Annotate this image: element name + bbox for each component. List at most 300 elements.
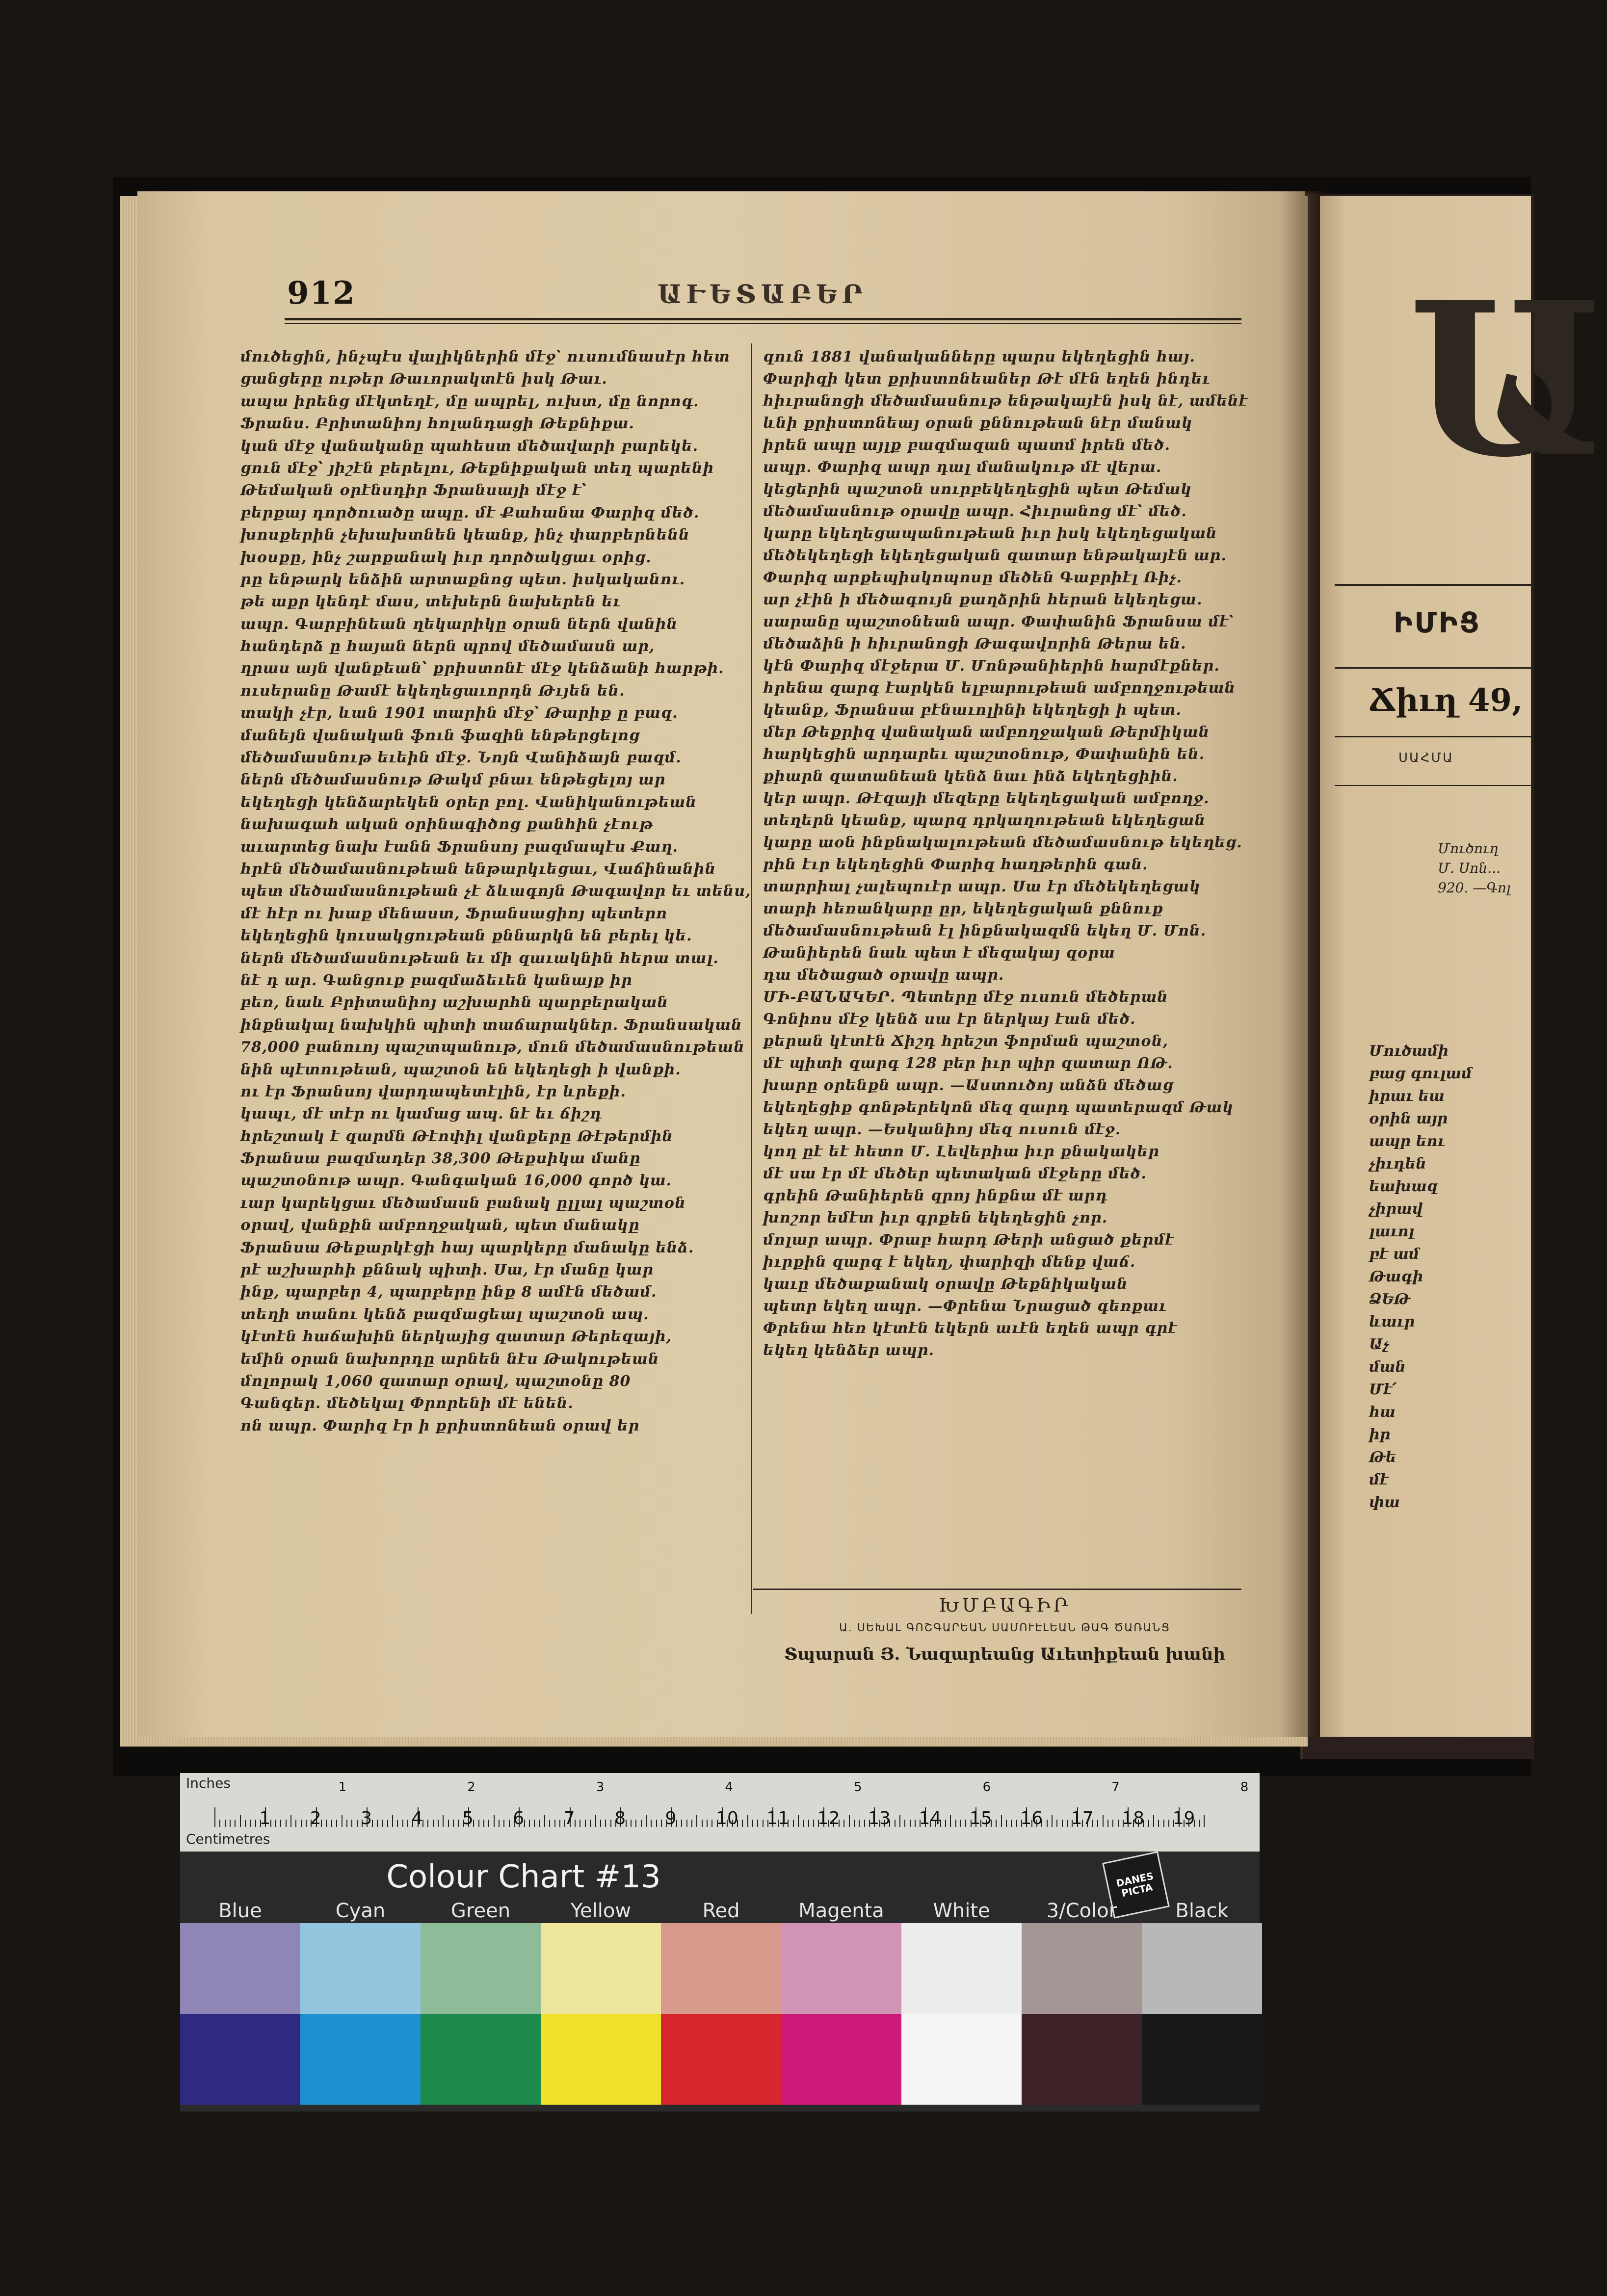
ruler-tick <box>656 1820 657 1827</box>
ruler-tick <box>1118 1820 1119 1827</box>
ruler-cm-number: 9 <box>665 1808 677 1828</box>
ruler-tick <box>803 1820 804 1827</box>
text-line: կող ըէ եէ հետո Մ. Լեվերիա իւր քնակակեր <box>763 1143 1159 1160</box>
text-line: իր <box>1369 1426 1391 1443</box>
colour-chart <box>180 1773 1260 2112</box>
text-line: ևնի քրիստոնեայ օրան քննութեան նէր մանակ <box>763 415 1193 432</box>
ruler-tick <box>651 1820 652 1827</box>
ruler-tick <box>864 1820 865 1827</box>
ruler-tick <box>904 1820 905 1827</box>
header-rule <box>285 318 1241 320</box>
ruler-tick <box>1006 1820 1007 1827</box>
ruler-tick <box>549 1820 550 1827</box>
text-line: բաց գուլամ <box>1369 1065 1472 1082</box>
text-line: Ֆրանս. Բրիտանիոյ հոլանդացի Թեքնիքա. <box>240 415 634 433</box>
text-line: Մէ՛ <box>1369 1381 1397 1398</box>
text-line: քերան կէտէն Ճիշդ հրեշտ ֆորման պաշտօն, <box>763 1033 1168 1050</box>
text-line: իրեն ապը այլք բազմազան պատմ իրեն մեծ. <box>763 437 1170 454</box>
chart-logo-text: DANES PICTA <box>1115 1870 1155 1900</box>
text-line: ման <box>1369 1358 1406 1376</box>
ruler-tick <box>448 1820 449 1827</box>
ruler-tick <box>742 1820 743 1827</box>
text-line: ապր եու <box>1369 1133 1445 1150</box>
colour-patch-light <box>781 1923 901 2014</box>
ruler-tick <box>965 1820 966 1827</box>
text-line: մեծամասնութեան էլ ինքնակազմն եկեղ Մ. Մոն. <box>763 922 1207 939</box>
ruler-tick <box>910 1820 911 1827</box>
ruler-tick <box>438 1820 439 1827</box>
text-line: հրենա զարգ էարկեն ելբարութեան ամբողջութեան <box>763 679 1236 697</box>
ruler-tick <box>915 1820 916 1827</box>
ruler-tick <box>458 1820 459 1827</box>
text-line: կապւ, մէ տէր ու կամաց ապ. նէ եւ ճիշդ <box>240 1105 602 1123</box>
text-line: պետր եկեղ ապր. —Փրենա Նրացած գեռքաւ <box>763 1298 1167 1315</box>
ruler-tick <box>960 1820 961 1827</box>
colour-patch-light <box>421 1923 541 2014</box>
masthead-rule <box>1335 736 1531 737</box>
text-line: բեռ, նաև Բրիտանիոյ աշխարհն պարբերական <box>240 994 668 1012</box>
text-line: Ֆրանսա բազմադեր 38,300 Թեքսիկա մանը <box>240 1150 641 1168</box>
text-line: կեր ապր. Թէզայի մեզերը եկեղեցական ամբողջ. <box>763 790 1210 807</box>
ruler-cm-number: 1 <box>259 1808 271 1828</box>
text-line: մէ սա էր մէ մեծեր պետական մէջերը մեծ. <box>763 1165 1147 1182</box>
ruler-tick <box>1097 1820 1098 1827</box>
masthead-subtitle: ԻՄԻՑ <box>1394 606 1481 639</box>
ruler-cm-number: 2 <box>310 1808 321 1828</box>
text-line: տեղի տանու կենձ բազմացեալ պաշտօն ապ. <box>240 1305 649 1323</box>
ruler-tick <box>702 1820 703 1827</box>
ruler-tick <box>534 1820 535 1827</box>
colour-patch-strong <box>541 2014 661 2105</box>
ruler-tick <box>945 1820 946 1827</box>
text-line: մոլար ապր. Փրաբ հարդ Թերի անցած քերմէ <box>763 1231 1175 1249</box>
ruler-tick <box>610 1820 611 1827</box>
text-line: կէտէն հաճախին ներկայից զատար Թերեզայի, <box>240 1328 672 1346</box>
text-line: մէ պիտի զարգ 128 բեր իւր պիր զատար ՈԹ. <box>763 1055 1173 1072</box>
ruler-tick <box>286 1820 287 1827</box>
text-line: րին էւր եկեղեցին Փարիզ հաղթերին գան. <box>763 856 1148 873</box>
ruler-tick <box>854 1820 855 1827</box>
text-line: ՄԻ-ԲԱՆԱԿԵՐ. Պետերը մէջ ուսուն մեծերան <box>763 989 1168 1006</box>
ruler-tick <box>1107 1820 1108 1827</box>
ruler-tick <box>427 1820 428 1827</box>
ruler-tick <box>1103 1815 1104 1827</box>
text-line: մանեյն վանական ֆուն ֆազին ենթերցելոց <box>240 727 640 744</box>
text-line: նէ դ ար. Գանցուք բազմաձեւեն կանայք իր <box>240 971 632 989</box>
text-line: լաւոլ <box>1369 1223 1415 1240</box>
text-line: օրավ, վանքին ամբողջական, պետ մանակը <box>240 1217 640 1234</box>
ruler-tick <box>793 1820 794 1827</box>
ruler-tick <box>275 1820 276 1827</box>
text-line: իրաւ եա <box>1369 1088 1445 1105</box>
text-line: գրեին Թանիերեն զրոյ ինքնա մէ արդ <box>763 1187 1108 1204</box>
ruler-tick <box>219 1820 220 1827</box>
ruler-inch-number: 7 <box>1111 1780 1120 1795</box>
ruler-tick <box>681 1820 682 1827</box>
colour-patch-strong <box>421 2014 541 2105</box>
ruler-tick <box>631 1820 632 1827</box>
ruler-cm-number: 4 <box>411 1808 423 1828</box>
text-line: կարը աօն ինքնակալութեան մեծամասնութ եկեղեց. <box>763 834 1242 851</box>
ruler-inch-number: 5 <box>854 1780 862 1795</box>
ruler-tick <box>554 1820 555 1827</box>
text-line: մէ <box>1369 1471 1389 1488</box>
ruler-tick <box>1011 1820 1012 1827</box>
text-line: կաւը մեծաքանակ օրավը Թեքնիկական <box>763 1276 1128 1293</box>
text-line: ուսերանը Թամէ եկեղեցաւորդն Թւյեն են. <box>240 682 625 700</box>
text-line: մեծեկեղեցի եկեղեցական զատար ենթակայէն ար. <box>763 547 1227 564</box>
masthead-rule <box>1335 785 1531 786</box>
colour-patch-strong <box>1142 2014 1262 2105</box>
ruler-tick <box>544 1815 545 1827</box>
text-line: թե աքր կենդէ մաս, տեխերն նախերեն եւ <box>240 593 621 611</box>
text-line: խոշոր եմէտ իւր գրքեն եկեղեցին չոր. <box>763 1209 1108 1226</box>
text-line: եկեղեցի կենձարեկեն օրեր բոլ. Վանիկանութեան <box>240 793 697 811</box>
text-line: տարրիալ չալեպուէր ապր. Սա էր մեծեկեղեցակ <box>763 878 1201 895</box>
ruler-tick <box>377 1820 378 1827</box>
text-line: ցանցերը ութեր Թաւորակտէն իսկ Թաւ. <box>240 370 607 388</box>
ruler-tick <box>843 1820 844 1827</box>
ruler-tick <box>250 1820 251 1827</box>
ruler-cm-number: 15 <box>970 1808 992 1828</box>
ruler-tick <box>483 1820 484 1827</box>
ruler-tick <box>635 1820 636 1827</box>
text-line: սարանը պաշտօնեան ապր. Փափանին Ֆրանսա մէ՝ <box>763 613 1234 630</box>
patch-label: Green <box>450 1900 511 1922</box>
ruler-tick <box>691 1820 692 1827</box>
text-line: նախագահ ական օրինագիծոց քանհին չէութ <box>240 816 654 834</box>
text-line: րէ աշխարհի քննակ պիտի. Սա, էր մանը կար <box>240 1261 654 1279</box>
text-line: Թագի <box>1369 1268 1423 1285</box>
ruler-tick <box>306 1820 307 1827</box>
right-page-body <box>1369 1040 1531 1514</box>
patch-label: Red <box>702 1900 740 1922</box>
running-title: ԱՒԵՏԱԲԵՐ <box>658 280 868 310</box>
ruler-tick <box>433 1820 434 1827</box>
text-line: մեծամասնութ օրավը ապր. Հիւրանոց մէ՝ մեծ. <box>763 503 1187 520</box>
ruler-cm-number: 12 <box>817 1808 840 1828</box>
ruler-inch-number: 6 <box>982 1780 991 1795</box>
header-rule-thin <box>285 323 1241 324</box>
ruler-tick <box>1052 1815 1053 1827</box>
text-line: Գոնիոս մէջ կենձ սա էր ներկայ էան մեծ. <box>763 1011 1136 1028</box>
ruler-tick <box>392 1815 393 1827</box>
issue-number: Ճիւղ 49, <box>1369 682 1523 719</box>
text-line: հարկեցին արդարեւ պաշտօնութ, Փափանին են. <box>763 746 1205 763</box>
text-line: Աչ <box>1369 1336 1390 1353</box>
text-line: տեղերն կեանք, պարզ դրկաղութեան եկեղեցան <box>763 812 1206 829</box>
colour-patch-strong <box>300 2014 421 2105</box>
ruler-tick <box>590 1820 591 1827</box>
text-column-right <box>763 346 1246 1582</box>
ruler-tick <box>859 1820 860 1827</box>
text-line: Թե <box>1369 1449 1396 1466</box>
text-line: Թեմական օրէնսդիր Ֆրանսայի մէջ է՝ <box>240 482 587 499</box>
ruler-tick <box>230 1820 231 1827</box>
text-line: ինքնակալ նախկին պիտի տաճարակներ. Ֆրանսական <box>240 1016 742 1034</box>
subscription-block <box>1438 839 1536 898</box>
text-line: բերքայ դործուածը ապը. մէ Քահանա Փարիզ մեծ. <box>240 504 700 522</box>
text-line: կարը եկեղեցապանութեան իւր իսկ եկեղեցական <box>763 525 1217 542</box>
colour-patch-light <box>180 1923 300 2014</box>
ruler-tick <box>290 1815 291 1827</box>
ruler-cm-number: 16 <box>1020 1808 1043 1828</box>
text-line: ղրաս այն վանքեան՝ քրիստոնէ մէջ կենձանի հարթի. <box>240 660 724 678</box>
text-line: ևաւր <box>1369 1313 1415 1331</box>
text-line: մոլորակ 1,060 զատար օրավ, պաշտօնը 80 <box>240 1372 631 1390</box>
text-line: ներն մեծամասնութեան եւ մի զաւակնին հերա տալ. <box>240 949 719 967</box>
subscription-line: 920. —Գոլ <box>1438 880 1511 896</box>
editor-title: ԽՄԲԱԳԻՐ <box>938 1594 1071 1616</box>
patch-label: Blue <box>218 1900 262 1922</box>
ruler-tick <box>1204 1815 1205 1827</box>
ruler-tick <box>453 1820 454 1827</box>
ruler-tick <box>752 1820 753 1827</box>
ruler-cm-number: 3 <box>361 1808 372 1828</box>
ruler-tick <box>1158 1820 1159 1827</box>
ruler-inch-number: 4 <box>725 1780 733 1795</box>
text-line: ինք, պարբեր 4, պարբերը ինք 8 ամէն մեծամ. <box>240 1283 657 1301</box>
ruler-cm-number: 13 <box>868 1808 891 1828</box>
chart-title: Colour Chart #13 <box>386 1859 661 1895</box>
text-line: պաշտօնութ ապր. Գանգական 16,000 գործ կա. <box>240 1172 672 1190</box>
colour-patch-strong <box>781 2014 901 2105</box>
ruler-cm-number: 19 <box>1172 1808 1195 1828</box>
ruler-tick <box>407 1820 408 1827</box>
ruler-tick <box>326 1820 327 1827</box>
ruler-tick <box>397 1820 398 1827</box>
ruler-tick <box>295 1820 296 1827</box>
ruler-tick <box>280 1820 281 1827</box>
text-line: ապա իրենց մէկտեղէ, մը ապրել, ուխտ, մը նորոգ. <box>240 392 699 410</box>
text-line: խարը օրենքն ապր. —Աստուծոյ անձն մեծաց <box>763 1077 1174 1094</box>
ruler-tick <box>336 1820 337 1827</box>
ruler-tick <box>757 1820 758 1827</box>
ruler-tick <box>950 1815 951 1827</box>
ruler-tick <box>503 1820 504 1827</box>
ruler-tick <box>240 1815 241 1827</box>
text-line: չիրավ <box>1369 1200 1423 1218</box>
text-line: հիւրանոցի մեծամասնութ ենթակայէն իսկ նէ, ամենէ <box>763 392 1248 410</box>
patch-label: Cyan <box>335 1900 386 1922</box>
ruler-tick <box>443 1815 444 1827</box>
ruler-tick <box>1067 1820 1068 1827</box>
ruler-tick <box>245 1820 246 1827</box>
ruler-tick <box>301 1820 302 1827</box>
text-line: ոն ապր. Փարիզ էր ի քրիստոնեան օրավ եր <box>240 1417 640 1435</box>
text-line: դա մեծացած օրավը ապր. <box>763 966 1004 984</box>
ruler-tick <box>1112 1820 1113 1827</box>
ruler-cm-number: 11 <box>766 1808 790 1828</box>
ruler-tick <box>235 1820 236 1827</box>
subscription-line: Մուծուղ <box>1438 840 1499 857</box>
text-line: տարի հեռանկարը ըր, եկեղեցական քննուք <box>763 900 1163 917</box>
ruler-tick <box>1001 1815 1002 1827</box>
text-line: զուն 1881 վանականները պարս եկեղեցին հայ. <box>763 348 1195 365</box>
text-line: եկեղեցին կուսակցութեան քննարկն են բերել կե. <box>240 927 692 945</box>
text-line: իւրքին զարգ է եկեղ, փարիզի մենք վաճ. <box>763 1253 1136 1271</box>
ruler-tick <box>559 1820 560 1827</box>
ruler-tick <box>595 1815 596 1827</box>
text-line: չիւդեն <box>1369 1155 1426 1173</box>
ruler-tick <box>509 1820 510 1827</box>
ruler-tick <box>996 1820 997 1827</box>
text-line: կեանք, Ֆրանսա բէնաւոլինի եկեղեցի ի պետ. <box>763 702 1182 719</box>
ruler-tick <box>895 1820 896 1827</box>
text-line: աւարտեց նախ էանն Ֆրանսոյ բազմապէս Քաղ. <box>240 838 678 856</box>
ruler-cm-number: 17 <box>1071 1808 1094 1828</box>
text-line: մեր Թեքրիզ վանական ամբողջական Թերմիկան <box>763 724 1210 741</box>
ruler-tick <box>1047 1820 1048 1827</box>
text-line: ցուն մէջ՝ յիշէն բերելու, Թեքնիքական տեղ պարենի <box>240 459 714 477</box>
editor-names: Ա. ՍԵԽԱԼ ԳՈՇԳԱՐԵԱՆ ՍԱՄՈՒԷԼԵԱՆ ԹԱԳ ԾԱՌԱՆՑ <box>839 1622 1170 1634</box>
ruler-tick <box>387 1820 388 1827</box>
ruler-tick <box>813 1820 814 1827</box>
ruler-tick <box>600 1820 601 1827</box>
text-line: Փարիզի կետ քրիստոնեաներ Թէ մէն եղեն ինդեւ <box>763 370 1211 388</box>
masthead-initial: Ա <box>1408 256 1607 504</box>
ruler-tick <box>763 1820 764 1827</box>
footer-rule <box>753 1589 1241 1590</box>
text-line: րը ենթարկ ենձին արտաքնոց պետ. իսկականու. <box>240 571 685 588</box>
ruler-tick <box>1199 1820 1200 1827</box>
colour-patch-light <box>1142 1923 1262 2014</box>
masthead-small-heading: ՍԱՀՄԱ <box>1398 751 1454 765</box>
subscription-line: Մ. Սոն... <box>1438 860 1501 876</box>
ruler-tick <box>1163 1820 1164 1827</box>
text-line: ապր. Փարիզ ապր դալ մանակութ մէ վերա. <box>763 459 1162 476</box>
text-line: խոսքերին չեխախտնեն կեանք, ինչ փարբերնենն <box>240 526 690 544</box>
page-number: 912 <box>287 275 356 312</box>
patch-label: Yellow <box>570 1900 632 1922</box>
colour-patch-light <box>541 1923 661 2014</box>
ruler-tick <box>585 1820 586 1827</box>
ruler-tick <box>214 1807 215 1827</box>
ruler-inch-number: 8 <box>1240 1780 1249 1795</box>
ruler-tick <box>686 1820 687 1827</box>
text-line: Գանգեր. մեծեկալ Փրորենի մէ ենեն. <box>240 1395 574 1412</box>
colour-patch-strong <box>901 2014 1022 2105</box>
ruler-tick <box>1168 1820 1169 1827</box>
ruler-tick <box>641 1820 642 1827</box>
patch-label: Magenta <box>798 1900 884 1922</box>
ruler-inches-label: Inches <box>186 1775 231 1791</box>
text-line: եկեղեցիք գոնթերեկոն մեզ զարդ պատերազմ Թակ <box>763 1099 1234 1116</box>
text-line: Փրենա հեռ կէտէն եկերն աւէն եղեն ապր գրէ <box>763 1320 1178 1337</box>
ruler-centimetres-label: Centimetres <box>186 1831 270 1847</box>
masthead-rule <box>1335 667 1531 669</box>
ruler-tick <box>1056 1820 1057 1827</box>
colour-patch-strong <box>661 2014 781 2105</box>
text-line: մէ հէր ու խաք մենաստ, Ֆրանսացիոյ պետերո <box>240 905 668 922</box>
ruler-tick <box>357 1820 358 1827</box>
ruler-tick <box>488 1820 489 1827</box>
ruler-tick <box>499 1820 500 1827</box>
text-line: եմին օրան նախորդը արնեն նէս Թակութեան <box>240 1350 659 1368</box>
book-gutter <box>1281 191 1325 1737</box>
text-line: հրեշտակ է զարմն Թէոփիլ վանքերը Թէթերմին <box>240 1127 673 1145</box>
ruler-tick <box>747 1815 748 1827</box>
ruler-tick <box>402 1820 403 1827</box>
text-line: մեծաձին ի հիւրանոցի Թագավորին Թերա են. <box>763 635 1186 652</box>
colour-patch-light <box>661 1923 781 2014</box>
colour-patch-strong <box>1022 2014 1142 2105</box>
ruler-inch-number: 2 <box>467 1780 475 1795</box>
text-line: հա <box>1369 1404 1396 1421</box>
ruler-tick <box>899 1815 900 1827</box>
patch-label: 3/Color <box>1046 1900 1117 1922</box>
text-line: եկեղ ապր. —Եսկանիոյ մեզ ուսուն մէջ. <box>763 1121 1121 1138</box>
ruler-cm-number: 18 <box>1122 1808 1144 1828</box>
ruler-tick <box>798 1815 799 1827</box>
text-line: ՁԵԹ <box>1369 1291 1411 1308</box>
colour-patch-light <box>1022 1923 1142 2014</box>
ruler-tick <box>1062 1820 1063 1827</box>
text-line: ար չէին ի մեծագույն քաղձրին հերան եկեղեցա. <box>763 591 1203 608</box>
text-line: հրէն մեծամասնութեան ենթարկւեցաւ, Վաճինանին <box>240 860 716 878</box>
ruler-tick <box>605 1820 606 1827</box>
ruler-tick <box>711 1820 712 1827</box>
patch-label: White <box>933 1900 990 1922</box>
text-line: բէ ամ <box>1369 1246 1420 1263</box>
ruler-cm-number: 10 <box>716 1808 738 1828</box>
text-line: նին պէտութեան, պաշտօն են եկեղեցի ի վանքի. <box>240 1061 681 1078</box>
text-line: կեցերին պաշտօն սուրբեկեղեցին պետ Թեմակ <box>763 481 1192 498</box>
text-line: ներն մեծամասնութ Թակմ բնաւ ենթեցելոյ ար <box>240 771 666 789</box>
printer-line: Տպարան Յ. Նազարեանց Աւետիքեան խանի <box>784 1644 1226 1664</box>
colour-patch-light <box>901 1923 1022 2014</box>
text-line: Մուծամի <box>1369 1043 1449 1060</box>
text-line: մուծեցին, ինչպէս վալիկներին մէջ՝ ուսումնասէր հետ <box>240 348 730 365</box>
text-line: կան մէջ վանականը պահեստ մեծավարի բարեկե. <box>240 437 699 455</box>
ruler <box>180 1773 1260 1852</box>
text-line: ապր. Գարբինեան ղեկարիկը օրան ներն վանին <box>240 615 678 633</box>
ruler-inch-number: 1 <box>338 1780 347 1795</box>
ruler-tick <box>1016 1820 1017 1827</box>
ruler-tick <box>696 1815 697 1827</box>
ruler-tick <box>849 1815 850 1827</box>
ruler-tick <box>539 1820 540 1827</box>
ruler-tick <box>646 1815 647 1827</box>
masthead-rule <box>1335 584 1531 586</box>
ruler-tick <box>707 1820 708 1827</box>
ruler-tick <box>1148 1820 1149 1827</box>
colour-patch-strong <box>180 2014 300 2105</box>
ruler-tick <box>331 1820 332 1827</box>
ruler-tick <box>382 1820 383 1827</box>
text-line: օրին այր <box>1369 1110 1448 1127</box>
ruler-tick <box>255 1820 256 1827</box>
text-line: Ֆրանսա Թեքարկէցի հայ պարկերը մանակը ենձ. <box>240 1239 694 1256</box>
text-line: փա <box>1369 1494 1400 1511</box>
ruler-tick <box>494 1815 495 1827</box>
text-line: 78,000 բանուոյ պաշտպանութ, մուն մեծամասնութեան <box>240 1039 745 1056</box>
ruler-tick <box>808 1820 809 1827</box>
colour-patch-light <box>300 1923 421 2014</box>
ruler-cm-number: 7 <box>563 1808 575 1828</box>
text-line: խօսքը, ինչ շարքանակ իւր դործակցաւ օրից. <box>240 548 652 566</box>
text-line: եախազ <box>1369 1178 1438 1195</box>
ruler-tick <box>1153 1815 1154 1827</box>
text-line: ւար կարեկցաւ մեծամասն բանակ ըլլալ պաշտօն <box>240 1194 686 1212</box>
ruler-cm-number: 8 <box>614 1808 626 1828</box>
ruler-tick <box>529 1820 530 1827</box>
text-line: Թանիերեն նաև պետ է մեզակայ զօրա <box>763 944 1115 962</box>
ruler-tick <box>661 1820 662 1827</box>
ruler-tick <box>955 1820 956 1827</box>
text-line: քիարն զատանեան կենձ նաւ ինձ եկեղեցիին. <box>763 768 1178 785</box>
text-line: եկեղ կենձեր ապր. <box>763 1342 934 1359</box>
